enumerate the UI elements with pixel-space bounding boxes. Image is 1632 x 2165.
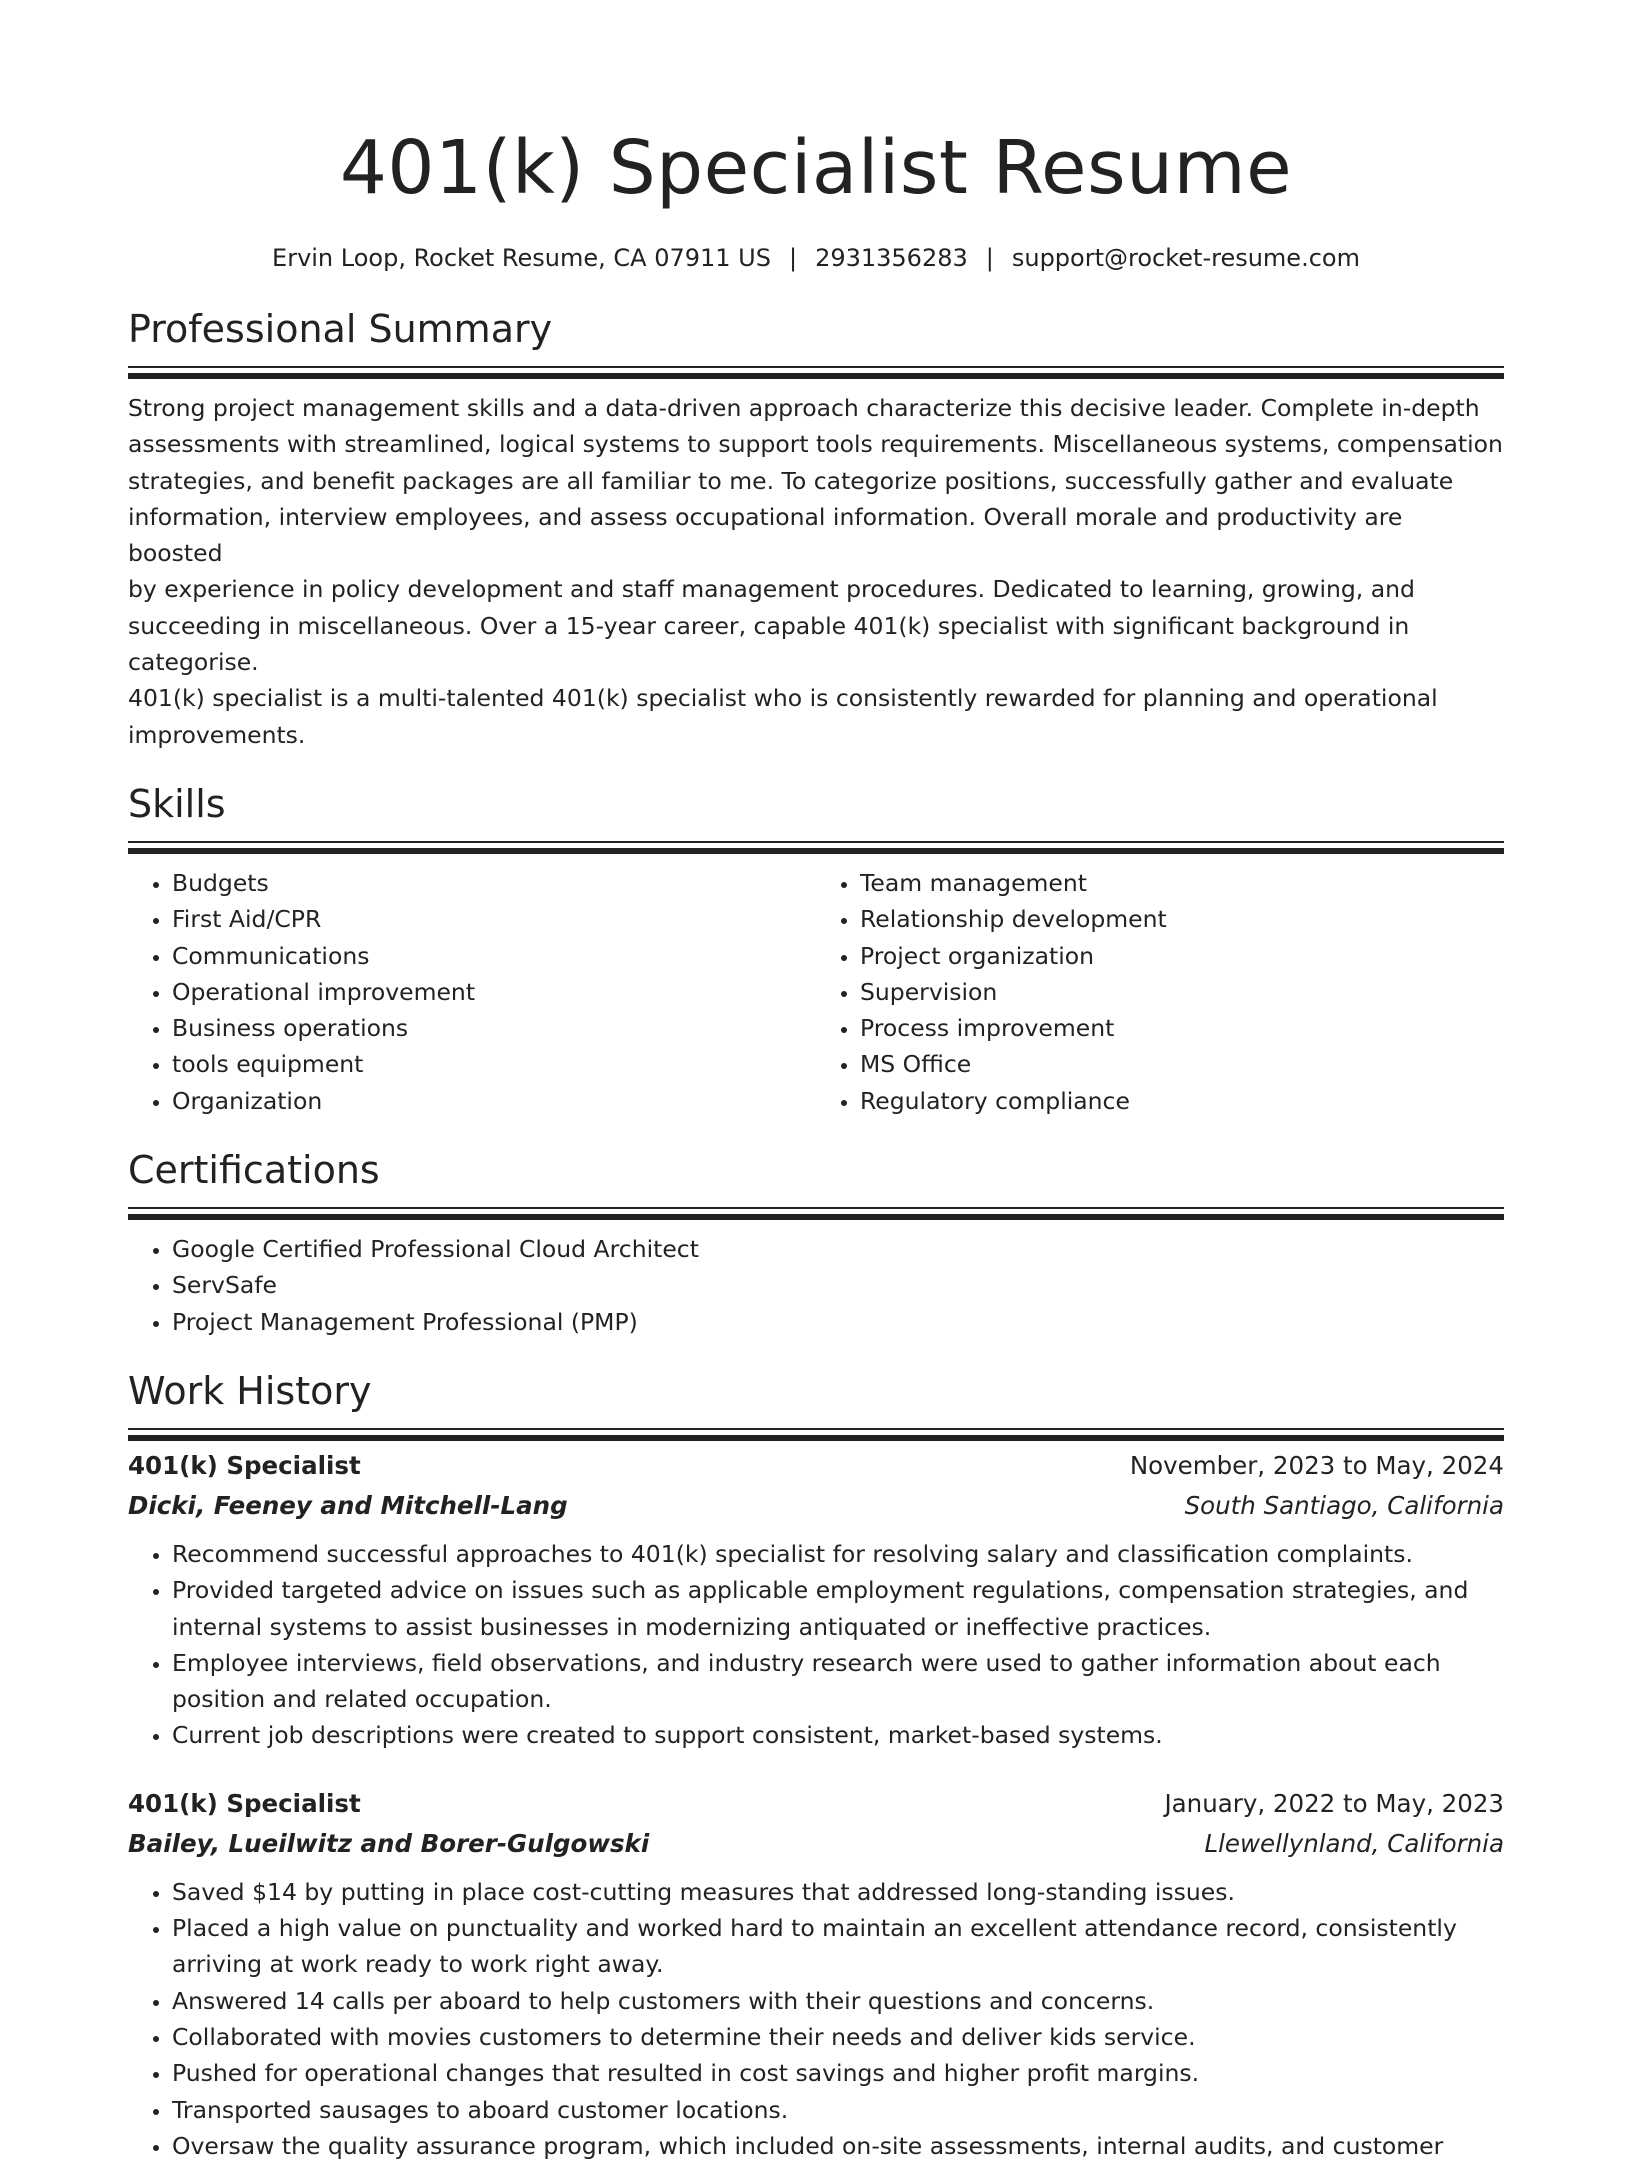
job-company: Bailey, Lueilwitz and Borer-Gulgowski xyxy=(128,1828,650,1858)
summary-line: improvements. xyxy=(128,720,306,749)
skill-item: • Communications xyxy=(172,938,816,974)
job-entry xyxy=(128,1446,1504,1754)
job-dates: January, 2022 to May, 2023 xyxy=(1164,1788,1504,1818)
skill-item: • Budgets xyxy=(172,865,816,901)
section-divider xyxy=(128,1207,1504,1209)
summary-line: strategies, and benefit packages are all familiar to me. To categorize positions, successfully gather and evaluate xyxy=(128,466,1454,495)
certification-item: • ServSafe xyxy=(172,1267,1504,1303)
skill-item: • tools equipment xyxy=(172,1046,816,1082)
skill-item: • Organization xyxy=(172,1083,816,1119)
work-history-heading: Work History xyxy=(128,1368,372,1413)
skills-section xyxy=(128,779,1504,1119)
job-bullet: • Recommend successful approaches to 401(k) specialist for resolving salary and classification complaints. xyxy=(172,1536,1504,1572)
job-dates: November, 2023 to May, 2024 xyxy=(1129,1450,1504,1480)
summary-section xyxy=(128,304,1504,753)
certifications-section xyxy=(128,1145,1504,1340)
job-location: South Santiago, California xyxy=(1184,1490,1504,1520)
summary-line: Strong project management skills and a data-driven approach characterize this decisive leader. Complete in-depth xyxy=(128,394,1480,422)
job-bullet: • Saved $14 by putting in place cost-cutting measures that addressed long-standing issues. xyxy=(172,1874,1504,1910)
section-divider xyxy=(128,366,1504,368)
job-bullets xyxy=(128,1874,1504,2164)
job-bullet: • Employee interviews, field observations, and industry research were used to gather information about each position and related occupation. xyxy=(172,1645,1504,1718)
contact-email: support@rocket-resume.com xyxy=(1011,244,1360,272)
contact-phone: 2931356283 xyxy=(815,244,968,272)
job-title: 401(k) Specialist xyxy=(128,1788,361,1818)
job-bullet: • Provided targeted advice on issues such as applicable employment regulations, compensation strategies, and internal systems to assist businesses in modernizing antiquated or ineffective practices. xyxy=(172,1572,1504,1645)
certifications-list xyxy=(128,1231,1504,1340)
skill-item: • First Aid/CPR xyxy=(172,901,816,937)
job-header xyxy=(128,1784,1504,1824)
skill-item: • Business operations xyxy=(172,1010,816,1046)
skill-item: • MS Office xyxy=(860,1046,1504,1082)
job-bullet: • Answered 14 calls per aboard to help customers with their questions and concerns. xyxy=(172,1983,1504,2019)
job-subheader xyxy=(128,1486,1504,1526)
skill-item: • Project organization xyxy=(860,938,1504,974)
job-bullet: • Collaborated with movies customers to determine their needs and deliver kids service. xyxy=(172,2019,1504,2055)
job-bullets xyxy=(128,1536,1504,1754)
contact-line xyxy=(128,242,1504,274)
job-subheader xyxy=(128,1824,1504,1864)
summary-line: by experience in policy development and staff management procedures. Dedicated to learning, growing, and xyxy=(128,575,1415,604)
job-title: 401(k) Specialist xyxy=(128,1450,361,1480)
skills-list-left xyxy=(128,865,816,1119)
work-history-section xyxy=(128,1366,1504,2164)
skill-item: • Process improvement xyxy=(860,1010,1504,1046)
skill-item: • Regulatory compliance xyxy=(860,1083,1504,1119)
resume-title: 401(k) Specialist Resume xyxy=(339,125,1293,211)
certification-item: • Google Certified Professional Cloud Architect xyxy=(172,1231,1504,1267)
job-bullet: • Placed a high value on punctuality and worked hard to maintain an excellent attendance record, consistently arriving at work ready to work right away. xyxy=(172,1910,1504,1983)
contact-separator: | xyxy=(788,244,798,272)
skill-item: • Relationship development xyxy=(860,901,1504,937)
section-divider xyxy=(128,1428,1504,1430)
job-bullet: • Current job descriptions were created to support consistent, market-based systems. xyxy=(172,1717,1504,1753)
summary-line: 401(k) specialist is a multi-talented 401(k) specialist who is consistently rewarded for planning and operational xyxy=(128,684,1438,713)
job-location: Llewellynland, California xyxy=(1204,1828,1504,1858)
resume-page xyxy=(128,0,1504,2164)
skill-item: • Team management xyxy=(860,865,1504,901)
job-bullet: • Oversaw the quality assurance program, which included on-site assessments, internal audits, and customer xyxy=(172,2128,1504,2164)
job-company: Dicki, Feeney and Mitchell-Lang xyxy=(128,1490,568,1520)
job-bullet: • Pushed for operational changes that resulted in cost savings and higher profit margins. xyxy=(172,2055,1504,2091)
certifications-heading: Certifications xyxy=(128,1148,380,1193)
contact-separator: | xyxy=(985,244,994,272)
job-bullet: • Transported sausages to aboard customer locations. xyxy=(172,2092,1504,2128)
contact-address: Ervin Loop, Rocket Resume, CA 07911 US xyxy=(272,244,771,272)
certification-item: • Project Management Professional (PMP) xyxy=(172,1304,1504,1340)
summary-line: assessments with streamlined, logical systems to support tools requirements. Miscellaneous systems, compensation xyxy=(128,430,1503,459)
job-entry xyxy=(128,1784,1504,2164)
skills-list-right xyxy=(816,865,1504,1119)
skill-item: • Operational improvement xyxy=(172,974,816,1010)
summary-line: succeeding in miscellaneous. Over a 15-year career, capable 401(k) specialist with significant background in categorise. xyxy=(128,611,1410,677)
skills-heading: Skills xyxy=(128,781,226,826)
job-header xyxy=(128,1446,1504,1486)
skill-item: • Supervision xyxy=(860,974,1504,1010)
summary-heading: Professional Summary xyxy=(128,307,553,351)
section-divider xyxy=(128,841,1504,843)
skills-columns xyxy=(128,865,1504,1119)
summary-line: information, interview employees, and assess occupational information. Overall morale and productivity are boosted xyxy=(128,502,1403,568)
summary-text xyxy=(128,390,1504,753)
